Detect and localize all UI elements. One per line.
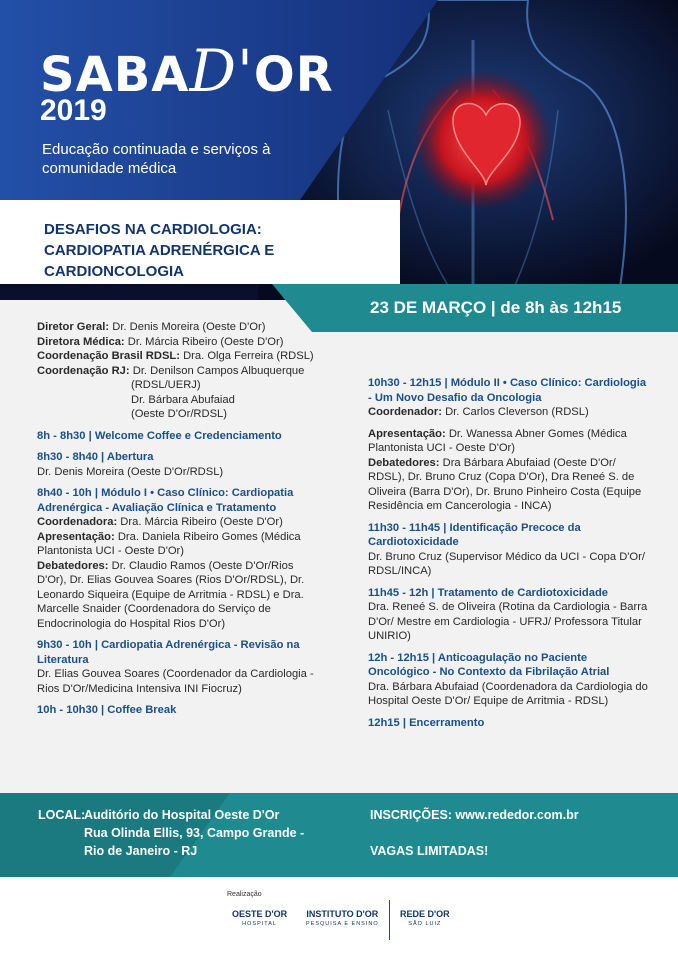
program-session (368, 651, 650, 709)
staff-line-cont: (Oeste D'Or/RDSL) (131, 408, 228, 420)
program-session (37, 450, 317, 479)
program-session (368, 521, 650, 579)
session-detail: Debatedores: Dra Bárbara Abufaiad (Oeste D'Or/ RDSL), Dr. Bruno Cruz (Copa D'Or), Dra Reneé S. de Oliveira (Barra D'Or), Dr. Bruno Pinheiro Costa (Equipe Residência em Cancerologia - INCA) (368, 456, 642, 512)
event-topic: DESAFIOS NA CARDIOLOGIA: CARDIOPATIA ADRENÉRGICA E CARDIONCOLOGIA (44, 221, 275, 280)
session-title: 11h45 - 12h | Tratamento de Cardiotoxicidade (368, 586, 609, 599)
staff-line: Coordenação RJ: Dr. Denilson Campos Albuquerque (37, 364, 305, 377)
session-detail: Coordenador: Dr. Carlos Cleverson (RDSL) (368, 406, 589, 418)
event-year: 2019 (40, 94, 107, 127)
program-session (368, 586, 650, 644)
program-session (37, 703, 317, 718)
staff-line: Diretora Médica: Dr. Márcia Ribeiro (Oeste D'Or) (37, 335, 284, 348)
program-session (37, 486, 317, 631)
program-session (368, 427, 650, 514)
program-session (37, 429, 317, 444)
sabador-logo: SABAD'OR (40, 37, 334, 105)
session-detail: Apresentação: Dra. Daniela Ribeiro Gomes (Médica Plantonista UCI - Oeste D'Or) (37, 530, 301, 557)
session-title: 9h30 - 10h | Cardiopatia Adrenérgica - Revisão na Literatura (37, 639, 300, 666)
instituto-dor-logo: INSTITUTO D'OR PESQUISA E ENSINO (306, 909, 379, 927)
session-title: 8h30 - 8h40 | Abertura (37, 451, 154, 463)
session-title: 10h - 10h30 | Coffee Break (37, 704, 177, 716)
rede-dor-logo: REDE D'OR SÃO LUIZ (400, 909, 450, 927)
registration-link[interactable]: INSCRIÇÕES: www.rededor.com.br (370, 808, 579, 822)
session-detail: Dr. Bruno Cruz (Supervisor Médico da UCI - Copa D'Or/ RDSL/INCA) (368, 550, 645, 577)
oeste-dor-logo: OESTE D'OR HOSPITAL (232, 909, 288, 927)
staff-line-cont: Dr. Bárbara Abufaiad (131, 393, 235, 406)
program-session (368, 716, 650, 731)
session-detail: Dr. Elias Gouvea Soares (Coordenador da Cardiologia - Rios D'Or/Medicina Intensiva INI Fiocruz) (37, 668, 314, 695)
session-title: 12h15 | Encerramento (368, 716, 485, 729)
staff-line: Coordenação Brasil RDSL: Dra. Olga Ferreira (RDSL) (37, 350, 314, 362)
session-detail: Debatedores: Dr. Claudio Ramos (Oeste D'Or/Rios D'Or), Dr. Elias Gouvea Soares (Rios D'Or/RDSL), Dr. Leonardo Siqueira (Equipe de Arritmia - RDSL) e Dra. Marcelle Snaider (Coordenadora do Serviço de Endocrinologia do Hospital Rios D'Or) (37, 559, 305, 630)
session-detail: Dr. Denis Moreira (Oeste D'Or/RDSL) (37, 465, 224, 478)
session-title: 8h40 - 10h | Módulo I • Caso Clínico: Cardiopatia Adrenérgica - Avaliação Clínica e Tratamento (37, 487, 294, 514)
session-detail: Dra. Reneé S. de Oliveira (Rotina da Cardiologia - Barra D'Or/ Mestre em Cardiologia - UFRJ/ Professora Titular UNIRIO) (368, 601, 648, 642)
logo-divider (389, 900, 390, 940)
event-date: 23 DE MARÇO | de 8h às 12h15 (370, 298, 622, 317)
staff-line: Diretor Geral: Dr. Denis Moreira (Oeste D'Or) (37, 321, 266, 333)
session-title: 12h - 12h15 | Anticoagulação no Paciente Oncológico - No Contexto da Fibrilação Atrial (368, 651, 610, 678)
session-detail: Dra. Bárbara Abufaiad (Coordenadora da Cardiologia do Hospital Oeste D'Or/ Equipe de Arritmia - RDSL) (368, 680, 648, 707)
program-session (368, 376, 650, 420)
local-label: LOCAL: (38, 808, 86, 822)
session-title: 8h - 8h30 | Welcome Coffee e Credenciamento (37, 429, 282, 442)
staff-line-cont: (RDSL/UERJ) (131, 379, 201, 391)
organizer-label: Realização (227, 891, 262, 898)
limited-seats: VAGAS LIMITADAS! (370, 844, 489, 858)
session-detail: Apresentação: Dr. Wanessa Abner Gomes (Médica Plantonista UCI - Oeste D'Or) (368, 427, 627, 454)
session-detail: Coordenadora: Dra. Márcia Ribeiro (Oeste D'Or) (37, 516, 283, 528)
session-title: 10h30 - 12h15 | Módulo II • Caso Clínico: Cardiologia - Um Novo Desafio da Oncologia (368, 377, 647, 404)
tagline: Educação continuada e serviços à comunidade médica (42, 141, 271, 177)
program-session (37, 638, 317, 696)
venue-address: Auditório do Hospital Oeste D'Or Rua Olinda Ellis, 93, Campo Grande - Rio de Janeiro - RJ (84, 808, 305, 858)
session-title: 11h30 - 11h45 | Identificação Precoce da Cardiotoxicidade (368, 521, 581, 548)
program-right-column (368, 376, 650, 737)
program-left-column (37, 320, 317, 725)
